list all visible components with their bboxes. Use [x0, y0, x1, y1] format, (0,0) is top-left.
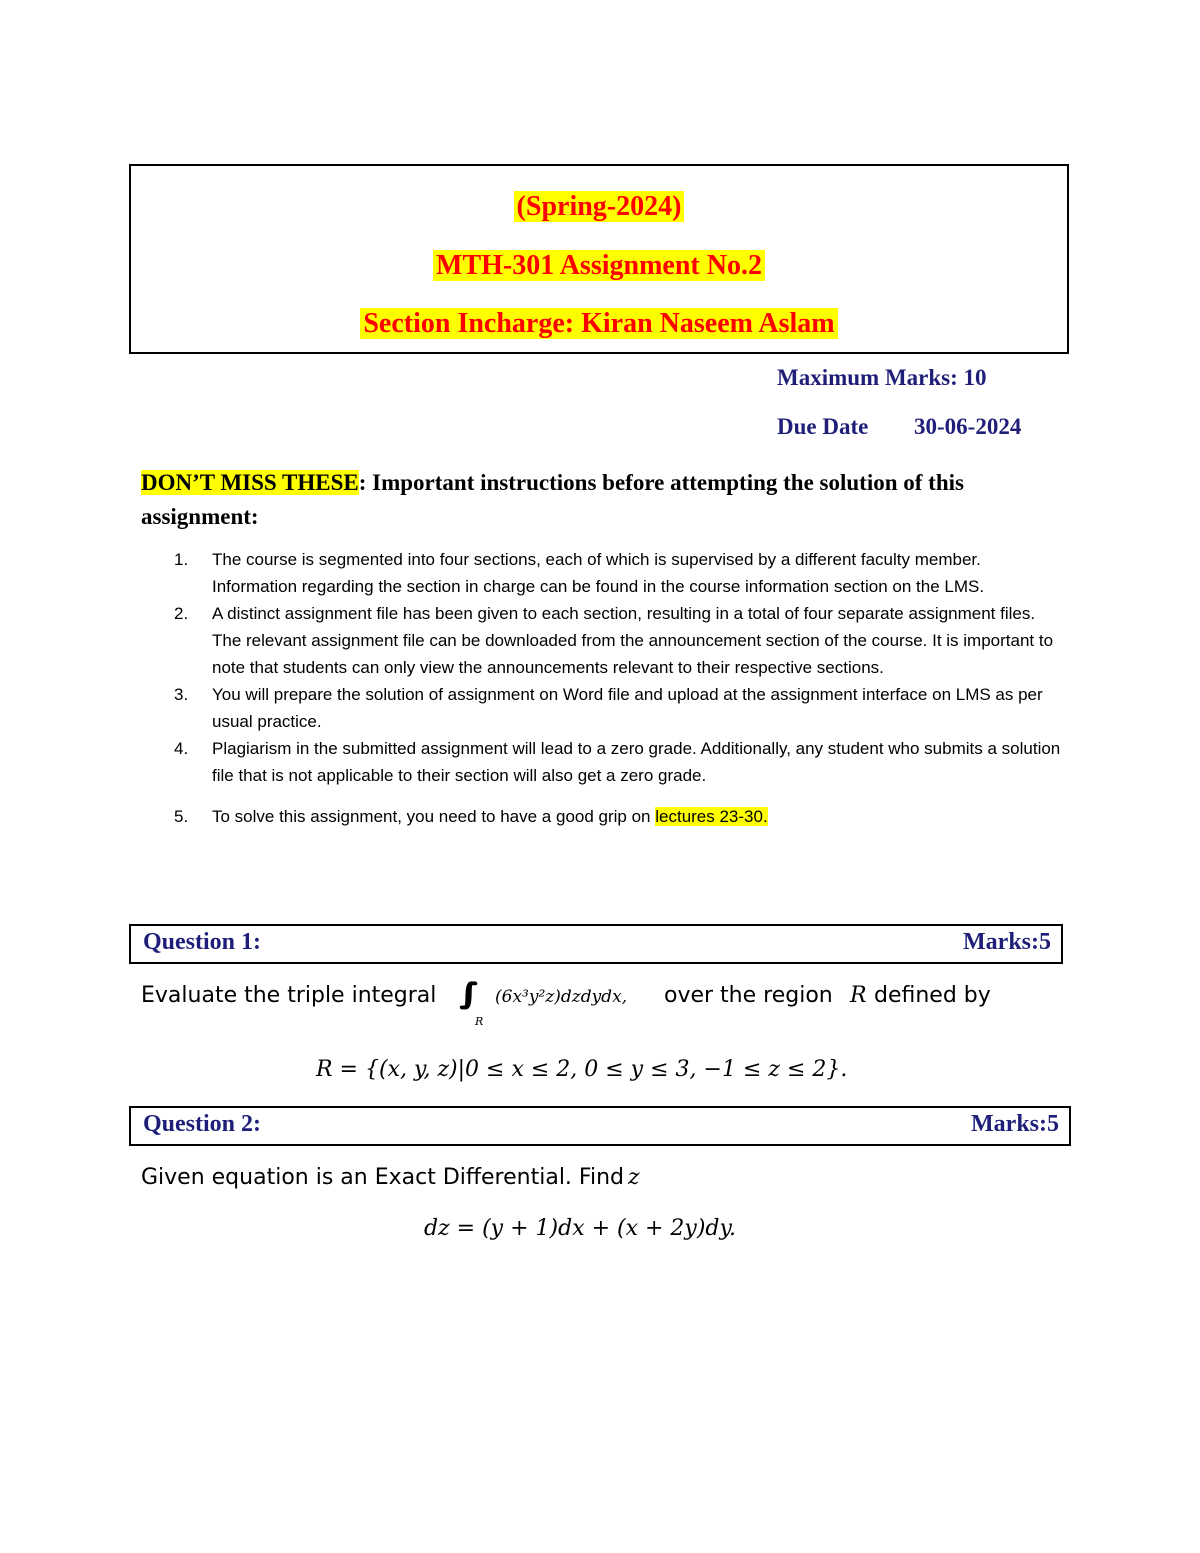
instructions-heading: DON’T MISS THESE: Important instructions before attempting the solution of this assignment:	[141, 470, 964, 529]
header-box	[129, 164, 1069, 354]
integrand: (6x³y²z)dzdydx,	[495, 987, 628, 1007]
question1-header	[129, 924, 1063, 964]
question1-marks: Marks:5	[963, 929, 1051, 955]
term-label: (Spring-2024)	[131, 191, 1067, 223]
lectures-highlight: lectures 23-30	[655, 807, 763, 826]
list-item: 2. A distinct assignment file has been given to each section, resulting in a total of four separate assignment files. The relevant assignment file can be downloaded from the announcement section of the course. It is important to note that students can only view the announcements relevant to their respective sections.	[174, 604, 1054, 677]
region-var: R	[850, 983, 867, 1008]
question2-header	[129, 1106, 1071, 1146]
question2-prompt: Given equation is an Exact Differential. Find z	[141, 1165, 640, 1190]
triple-integral-symbol: ∫∫∫	[459, 977, 464, 1012]
maximum-marks: Maximum Marks: 10	[777, 365, 987, 390]
exact-differential-equation: dz = (y + 1)dx + (x + 2y)dy.	[424, 1216, 737, 1241]
list-item: 1. The course is segmented into four sections, each of which is supervised by a different faculty member. Information regarding the section in charge can be found in the course information section on the LMS.	[174, 550, 985, 596]
question2-title: Question 2:	[143, 1111, 262, 1137]
prompt-var: z	[628, 1165, 640, 1190]
due-date-value: 30-06-2024	[914, 414, 1022, 439]
question2-marks: Marks:5	[971, 1111, 1059, 1137]
question1-title: Question 1:	[143, 929, 262, 955]
integral-region-subscript: R	[475, 1015, 484, 1028]
region-definition: R = {(x, y, z)|0 ≤ x ≤ 2, 0 ≤ y ≤ 3, −1 ≤ z ≤ 2}.	[316, 1057, 848, 1082]
section-incharge: Section Incharge: Kiran Naseem Aslam	[131, 308, 1067, 340]
dont-miss-highlight: DON’T MISS THESE	[141, 470, 359, 495]
list-item: 3. You will prepare the solution of assignment on Word file and upload at the assignment interface on LMS as per usual practice.	[174, 685, 1043, 731]
list-item: 4. Plagiarism in the submitted assignment will lead to a zero grade. Additionally, any student who submits a solution file that is not applicable to their section will also get a zero grade.	[174, 739, 1061, 785]
due-date-label: Due Date	[777, 414, 869, 439]
assignment-title: MTH-301 Assignment No.2	[131, 250, 1067, 282]
list-item: 5. To solve this assignment, you need to have a good grip on lectures 23-30.	[174, 807, 768, 826]
instructions-list	[162, 546, 1062, 830]
question1-prompt: Evaluate the triple integral ∫∫∫ R (6x³y²z)dzdydx, over the region R defined by	[141, 977, 991, 1028]
